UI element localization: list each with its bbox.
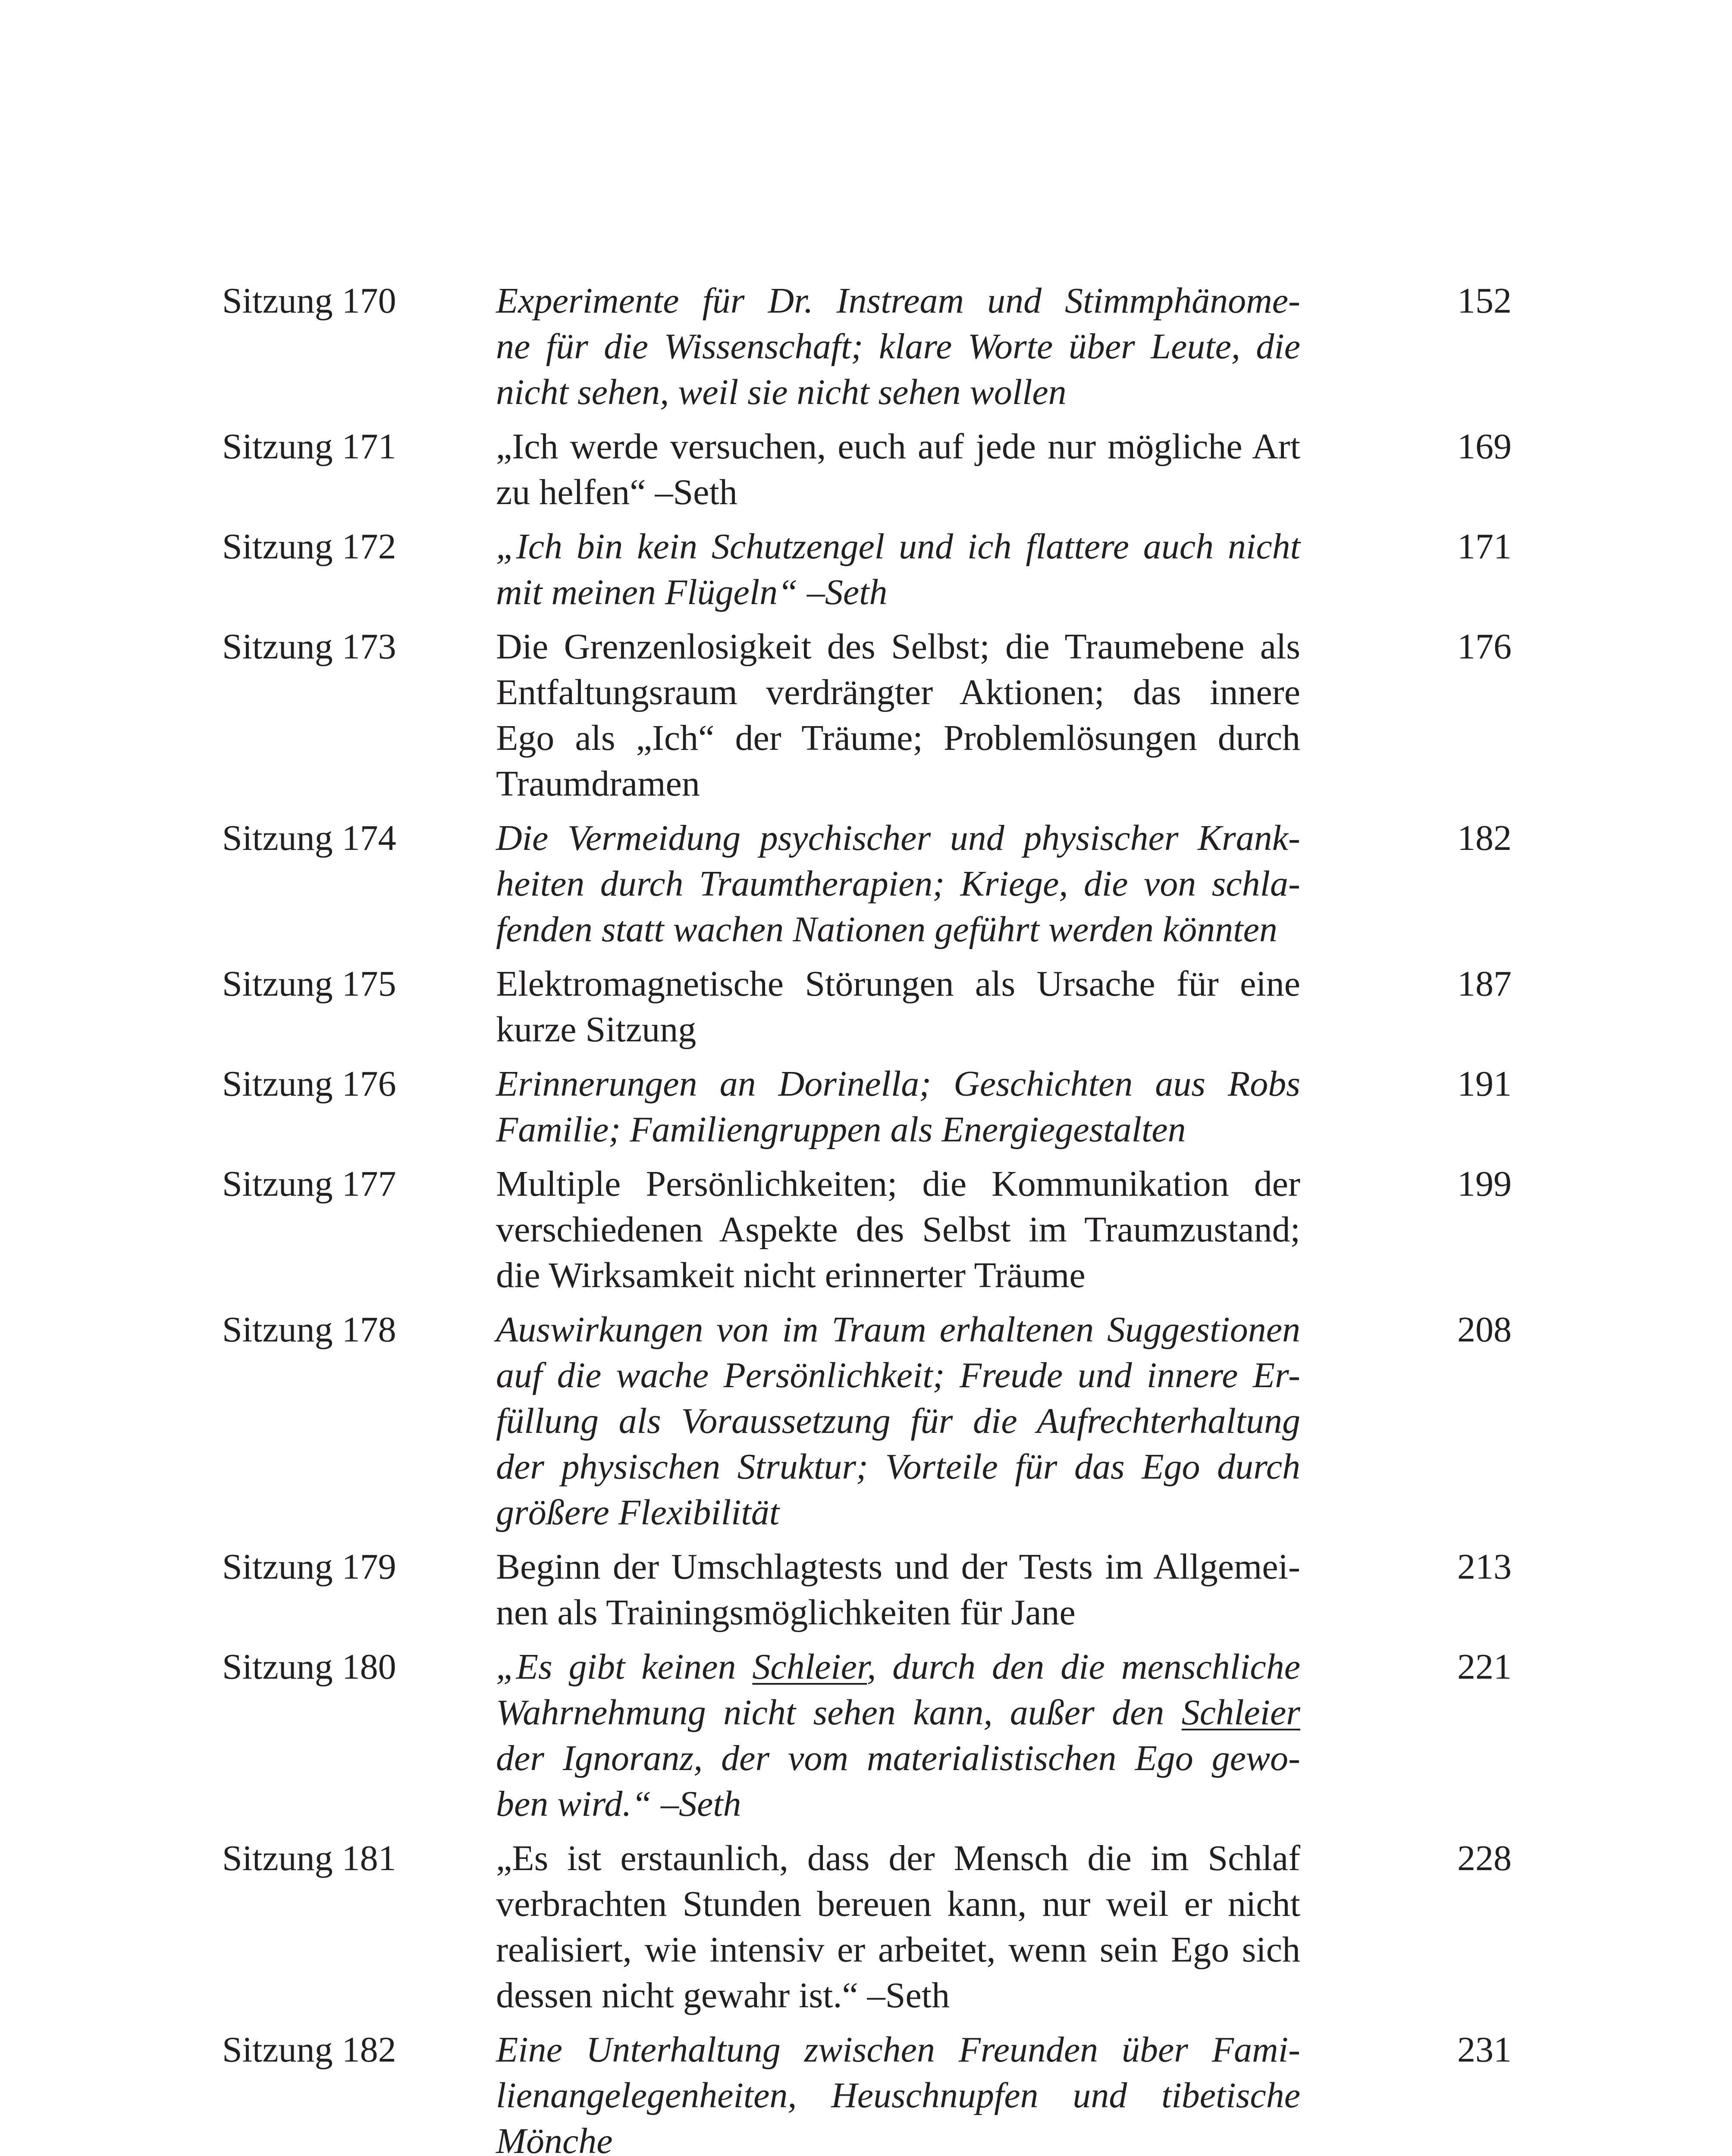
toc-entry: [222, 524, 1512, 615]
title-line: fenden statt wachen Nationen geführt werden könnten: [496, 909, 1277, 950]
session-label: Sitzung 181: [222, 1838, 396, 1878]
title-line: Experimente für Dr. Instream und Stimmphänome-: [496, 281, 1300, 321]
session-title: [496, 624, 1300, 807]
underlined-word: Schleier: [1181, 1692, 1300, 1733]
title-line: Entfaltungsraum verdrängter Aktionen; das innere: [496, 672, 1300, 712]
title-line: nen als Trainingsmöglichkeiten für Jane: [496, 1592, 1076, 1633]
page-number: 231: [1457, 2030, 1512, 2070]
title-line: „Es ist erstaunlich, dass der Mensch die im Schlaf: [496, 1838, 1300, 1878]
session-label: Sitzung 180: [222, 1647, 396, 1687]
toc-entry: [222, 815, 1512, 953]
title-line: „Ich bin kein Schutzengel und ich flattere auch nicht: [496, 526, 1300, 567]
page-number: 176: [1457, 627, 1512, 667]
toc-entry: [222, 1644, 1512, 1827]
toc-entry: [222, 1161, 1512, 1298]
session-label: Sitzung 171: [222, 426, 396, 467]
title-line: mit meinen Flügeln“ –Seth: [496, 572, 888, 612]
title-line: verschiedenen Aspekte des Selbst im Traumzustand;: [496, 1210, 1300, 1250]
session-title: [496, 424, 1300, 515]
toc-entry: [222, 1307, 1512, 1536]
session-title: [496, 815, 1300, 953]
session-title: [496, 1161, 1300, 1298]
title-line: heiten durch Traumtherapien; Kriege, die von schla-: [496, 864, 1300, 904]
title-line: der physischen Struktur; Vorteile für das Ego durch: [496, 1447, 1300, 1487]
title-line: der Ignoranz, der vom materialistischen Ego gewo-: [496, 1738, 1300, 1778]
session-label: Sitzung 182: [222, 2030, 396, 2070]
title-line: ne für die Wissenschaft; klare Worte über Leute, die: [496, 326, 1300, 367]
toc-entry: [222, 1836, 1512, 2018]
title-line: größere Flexibilität: [496, 1492, 780, 1532]
title-line: Mönche: [496, 2121, 613, 2156]
session-title: [496, 2027, 1300, 2156]
toc-entry: [222, 278, 1512, 415]
page-number: 187: [1457, 964, 1512, 1004]
title-line: Elektromagnetische Störungen als Ursache für eine: [496, 964, 1300, 1004]
title-line: die Wirksamkeit nicht erinnerter Träume: [496, 1255, 1086, 1295]
title-line: verbrachten Stunden bereuen kann, nur weil er nicht: [496, 1884, 1300, 1924]
title-line: lienangelegenheiten, Heuschnupfen und tibetische: [496, 2075, 1300, 2115]
session-label: Sitzung 179: [222, 1547, 396, 1587]
page-number: 171: [1457, 526, 1512, 567]
page-number: 208: [1457, 1310, 1512, 1350]
title-line: Traumdramen: [496, 764, 700, 804]
session-label: Sitzung 174: [222, 818, 396, 858]
toc-entry: [222, 961, 1512, 1053]
title-line: ben wird.“ –Seth: [496, 1784, 741, 1824]
session-title: [496, 1644, 1300, 1827]
title-line: realisiert, wie intensiv er arbeitet, wenn sein Ego sich: [496, 1930, 1300, 1970]
toc-entry: [222, 624, 1512, 807]
page-number: 182: [1457, 818, 1512, 858]
session-label: Sitzung 178: [222, 1310, 396, 1350]
title-line: auf die wache Persönlichkeit; Freude und innere Er-: [496, 1355, 1300, 1395]
toc-entry: [222, 424, 1512, 515]
page-number: 152: [1457, 281, 1512, 321]
title-line: Ego als „Ich“ der Träume; Problemlösungen durch: [496, 718, 1300, 758]
session-title: [496, 1307, 1300, 1536]
session-title: [496, 1544, 1300, 1636]
title-line: Die Grenzenlosigkeit des Selbst; die Traumebene als: [496, 627, 1300, 667]
toc-entry: [222, 2027, 1512, 2156]
title-line: kurze Sitzung: [496, 1009, 697, 1050]
title-line: Multiple Persönlichkeiten; die Kommunikation der: [496, 1164, 1300, 1204]
page-number: 228: [1457, 1838, 1512, 1878]
title-line: Wahrnehmung nicht sehen kann, außer den Schleier: [496, 1692, 1300, 1733]
session-label: Sitzung 172: [222, 526, 396, 567]
title-line: Familie; Familiengruppen als Energiegestalten: [496, 1109, 1186, 1150]
page-number: 213: [1457, 1547, 1512, 1587]
title-line: Eine Unterhaltung zwischen Freunden über Fami-: [496, 2030, 1300, 2070]
page-number: 169: [1457, 426, 1512, 467]
title-line: nicht sehen, weil sie nicht sehen wollen: [496, 372, 1067, 412]
title-line: Beginn der Umschlagtests und der Tests im Allgemei-: [496, 1547, 1300, 1587]
session-title: [496, 1836, 1300, 2018]
session-label: Sitzung 173: [222, 627, 396, 667]
session-label: Sitzung 177: [222, 1164, 396, 1204]
page-number: 199: [1457, 1164, 1512, 1204]
title-line: Die Vermeidung psychischer und physischer Krank-: [496, 818, 1300, 858]
title-line: Auswirkungen von im Traum erhaltenen Suggestionen: [496, 1310, 1300, 1350]
toc-entry: [222, 1061, 1512, 1153]
session-title: [496, 524, 1300, 615]
title-line: „Ich werde versuchen, euch auf jede nur mögliche Art: [496, 426, 1300, 467]
title-line: Erinnerungen an Dorinella; Geschichten aus Robs: [496, 1064, 1300, 1104]
session-label: Sitzung 170: [222, 281, 396, 321]
toc-entry: [222, 1544, 1512, 1636]
table-of-contents: [222, 278, 1512, 2156]
page-number: 191: [1457, 1064, 1512, 1104]
session-title: [496, 961, 1300, 1053]
underlined-word: Schleier: [752, 1647, 867, 1687]
title-line: dessen nicht gewahr ist.“ –Seth: [496, 1975, 950, 2015]
session-label: Sitzung 176: [222, 1064, 396, 1104]
session-title: [496, 278, 1300, 415]
title-line: füllung als Voraussetzung für die Aufrechterhaltung: [496, 1401, 1300, 1441]
session-label: Sitzung 175: [222, 964, 396, 1004]
title-line: „Es gibt keinen Schleier, durch den die menschliche: [496, 1647, 1300, 1687]
session-title: [496, 1061, 1300, 1153]
page-number: 221: [1457, 1647, 1512, 1687]
title-line: zu helfen“ –Seth: [496, 472, 737, 512]
